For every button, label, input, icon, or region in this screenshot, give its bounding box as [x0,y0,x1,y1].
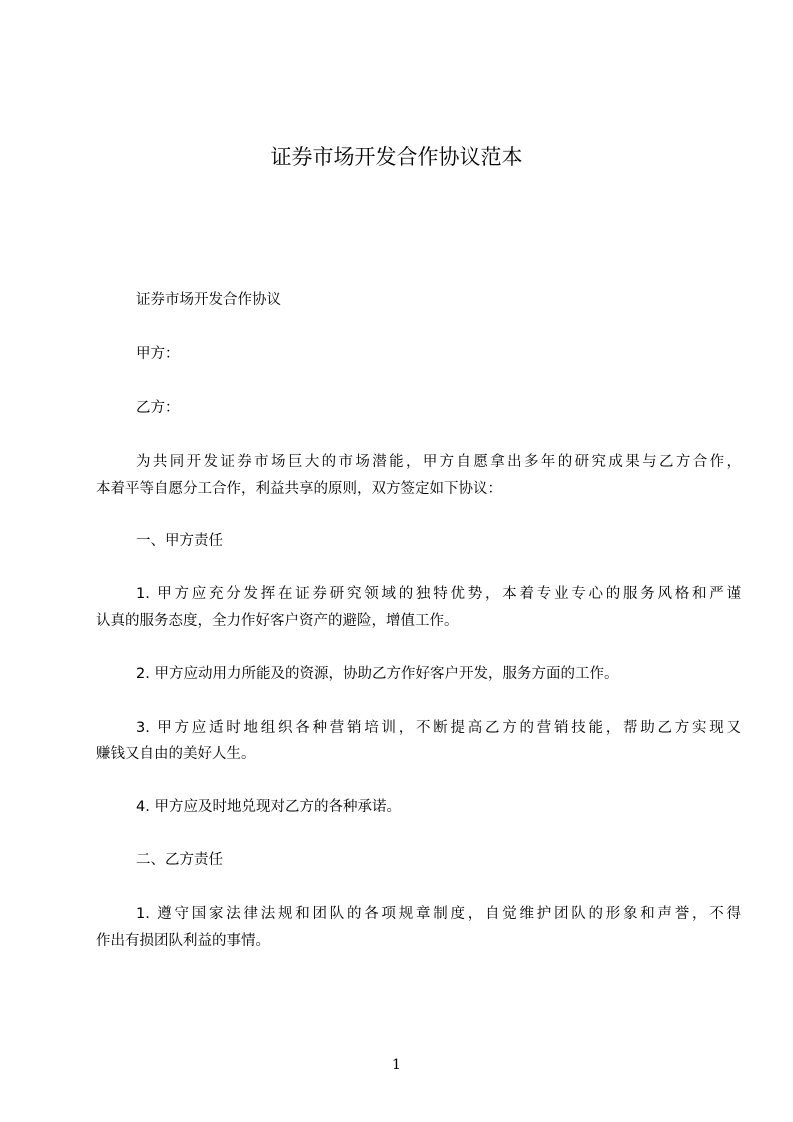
section-a-item-4: 4. 甲方应及时地兑现对乙方的各种承诺。 [136,799,401,815]
page-number: 1 [392,1057,401,1073]
section-a-heading: 一、甲方责任 [136,533,223,549]
party-a-label: 甲方： [136,346,180,362]
intro-line-1: 为共同开发证券市场巨大的市场潜能，甲方自愿拿出多年的研究成果与乙方合作， [136,454,741,470]
section-b-item-1-line-1: 1. 遵守国家法律法规和团队的各项规章制度，自觉维护团队的形象和声誉，不得 [136,906,741,922]
section-b-heading: 二、乙方责任 [136,852,223,868]
intro-line-2: 本着平等自愿分工合作，利益共享的原则，双方签定如下协议： [96,481,502,497]
section-a-item-1-line-2: 认真的服务态度，全力作好客户资产的避险，增值工作。 [96,613,459,629]
party-b-label: 乙方： [136,400,180,416]
section-a-item-1-line-1: 1. 甲方应充分发挥在证券研究领域的独特优势，本着专业专心的服务风格和严谨 [136,586,741,602]
agreement-heading: 证券市场开发合作协议 [136,292,281,308]
section-a-item-3-line-2: 赚钱又自由的美好人生。 [96,746,256,762]
section-a-item-3-line-1: 3. 甲方应适时地组织各种营销培训，不断提高乙方的营销技能，帮助乙方实现又 [136,720,741,736]
section-b-item-1-line-2: 作出有损团队利益的事情。 [96,933,270,949]
document-title: 证券市场开发合作协议范本 [270,145,523,169]
section-a-item-2: 2. 甲方应动用力所能及的资源，协助乙方作好客户开发，服务方面的工作。 [136,666,619,682]
